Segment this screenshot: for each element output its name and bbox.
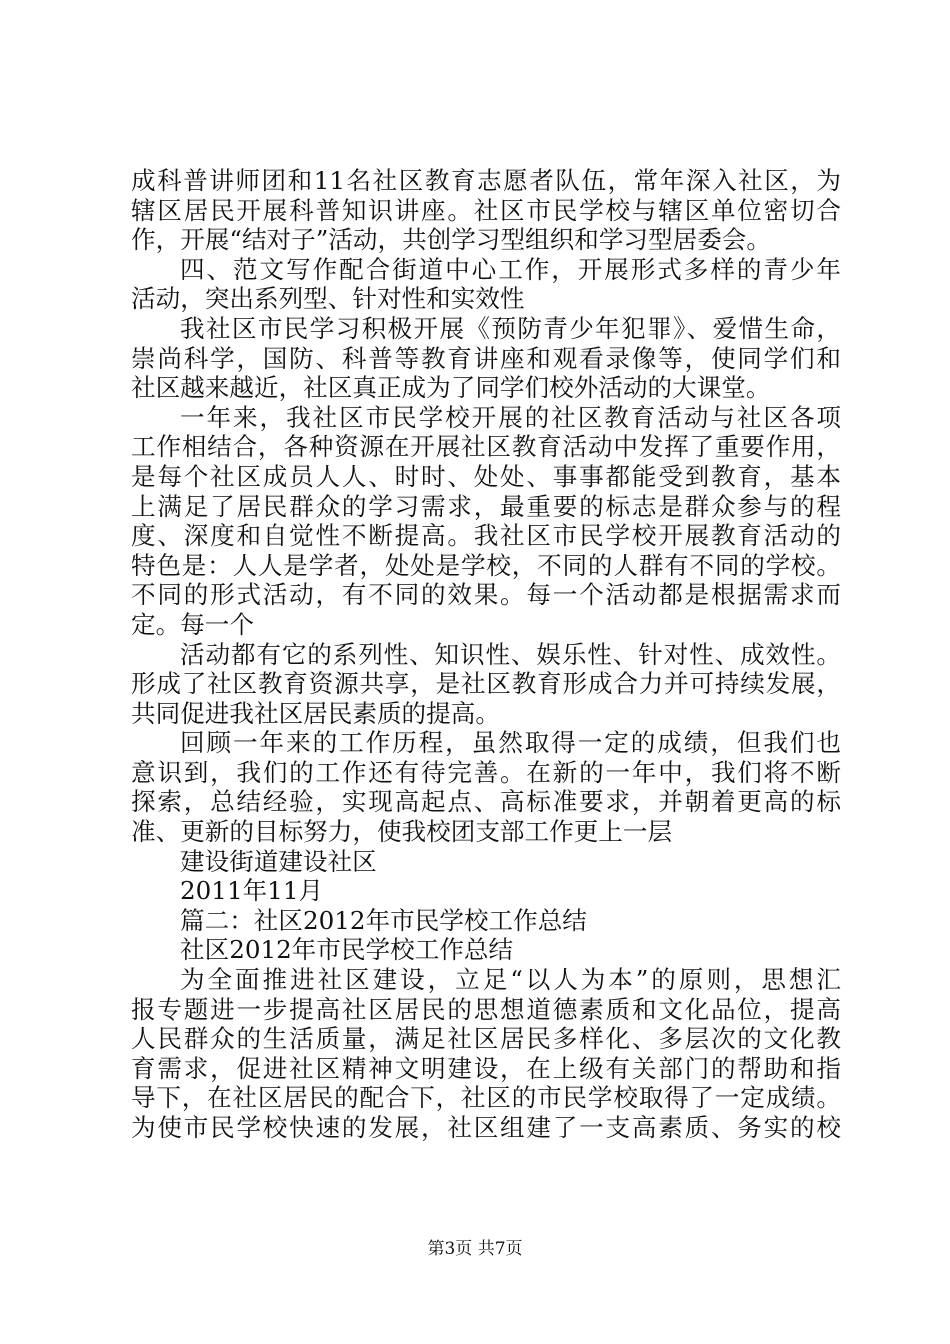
- text-line: 回顾一年来的工作历程，虽然取得一定的成绩，但我们也: [180, 728, 841, 758]
- text-line: 篇二：社区2012年市民学校工作总结: [180, 905, 587, 935]
- text-line: 上满足了居民群众的学习需求，最重要的标志是群众参与的程: [131, 491, 841, 521]
- text-line: 作，开展“结对子”活动，共创学习型组织和学习型居委会。: [131, 225, 771, 255]
- text-line: 特色是：人人是学者，处处是学校，不同的人群有不同的学校。: [131, 550, 841, 580]
- text-line: 活动，突出系列型、针对性和实效性: [131, 284, 525, 314]
- text-line: 成科普讲师团和11名社区教育志愿者队伍，常年深入社区，为: [131, 166, 841, 195]
- text-line: 意识到，我们的工作还有待完善。在新的一年中，我们将不断: [131, 757, 841, 787]
- text-line: 工作相结合，各种资源在开展社区教育活动中发挥了重要作用，: [131, 432, 841, 462]
- document-body: [131, 166, 841, 1143]
- text-line: 我社区市民学习积极开展《预防青少年犯罪》、爱惜生命，: [180, 313, 841, 343]
- text-line: 报专题进一步提高社区居民的思想道德素质和文化品位，提高: [131, 994, 841, 1024]
- text-line: 度、深度和自觉性不断提高。我社区市民学校开展教育活动的: [131, 521, 841, 551]
- text-line: 辖区居民开展科普知识讲座。社区市民学校与辖区单位密切合: [131, 195, 841, 225]
- text-line: 定。每一个: [131, 609, 254, 639]
- text-line: 社区2012年市民学校工作总结: [180, 935, 514, 965]
- text-line: 是每个社区成员人人、时时、处处、事事都能受到教育，基本: [131, 461, 841, 491]
- text-line: 不同的形式活动，有不同的效果。每一个活动都是根据需求而: [131, 580, 841, 610]
- page-footer: 第3页 共7页: [427, 1239, 523, 1259]
- text-line: 导下，在社区居民的配合下，社区的市民学校取得了一定成绩。: [131, 1083, 841, 1113]
- text-line: 社区越来越近，社区真正成为了同学们校外活动的大课堂。: [131, 373, 771, 403]
- text-line: 为使市民学校快速的发展，社区组建了一支高素质、务实的校: [131, 1113, 841, 1142]
- text-line: 探索，总结经验，实现高起点、高标准要求，并朝着更高的标: [131, 787, 841, 817]
- text-line: 形成了社区教育资源共享，是社区教育形成合力并可持续发展，: [131, 669, 841, 699]
- text-line: 共同促进我社区居民素质的提高。: [131, 698, 500, 728]
- text-line: 四、范文写作配合街道中心工作，开展形式多样的青少年: [180, 254, 841, 284]
- text-line: 一年来，我社区市民学校开展的社区教育活动与社区各项: [180, 402, 841, 432]
- text-line: 人民群众的生活质量，满足社区居民多样化、多层次的文化教: [131, 1024, 841, 1054]
- text-line: 育需求，促进社区精神文明建设，在上级有关部门的帮助和指: [131, 1053, 841, 1083]
- text-line: 活动都有它的系列性、知识性、娱乐性、针对性、成效性。: [180, 639, 841, 669]
- text-line: 准、更新的目标努力，使我校团支部工作更上一层: [131, 817, 673, 847]
- text-line: 为全面推进社区建设，立足“以人为本”的原则，思想汇: [180, 965, 841, 995]
- text-line: 崇尚科学，国防、科普等教育讲座和观看录像等，使同学们和: [131, 343, 841, 373]
- text-line: 建设街道建设社区: [180, 846, 377, 876]
- text-line: 2011年11月: [180, 876, 324, 906]
